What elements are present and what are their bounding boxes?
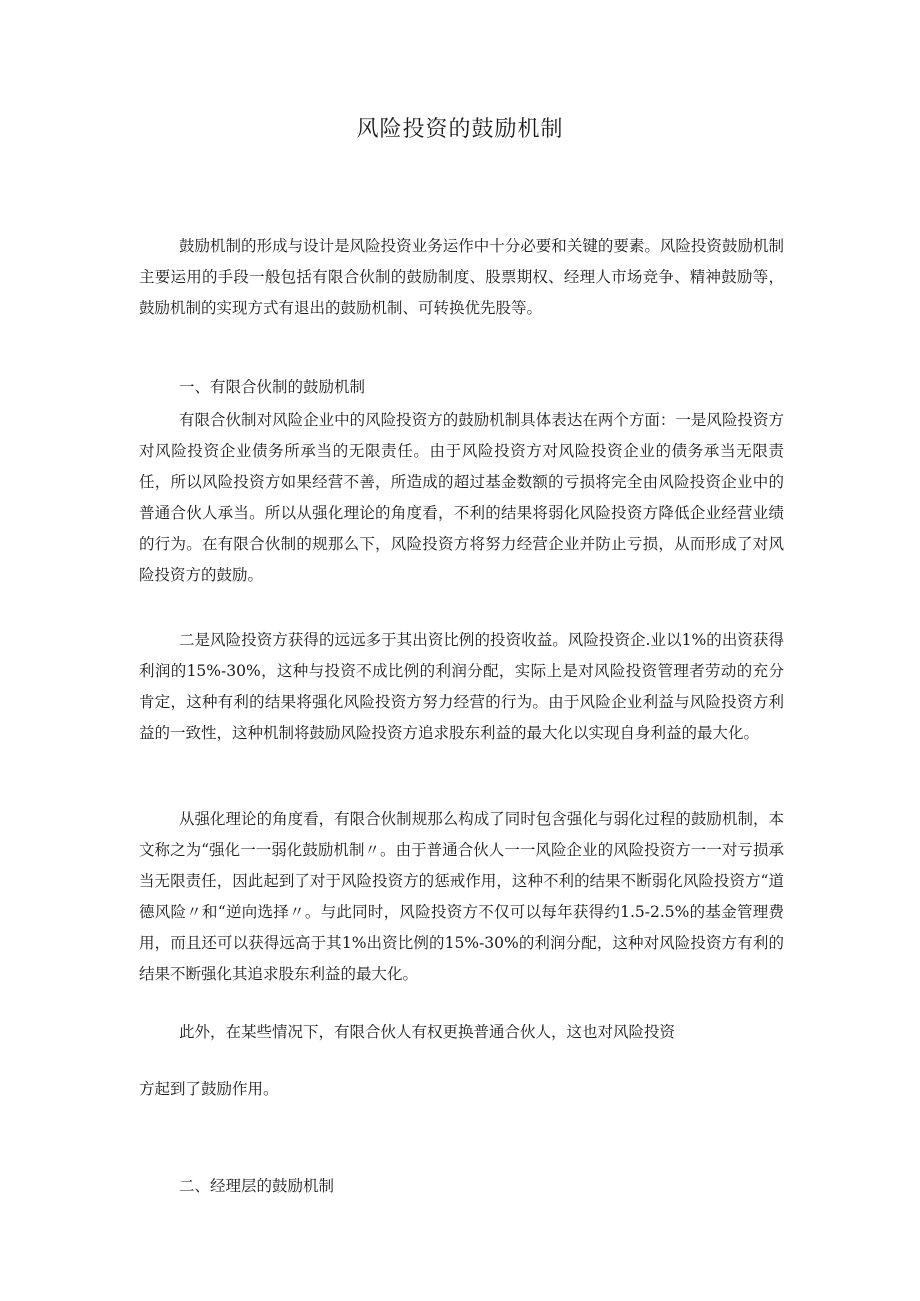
paragraph-partnership-liability: 有限合伙制对风险企业中的风险投资方的鼓励机制具体表达在两个方面：一是风险投资方对风险投资企业债务所承当的无限责任。由于风险投资方对风险投资企业的债务承当无限责任，所以风险投资方如果经营不善，所造成的超过基金数额的亏损将完全由风险投资企业中的普通合伙人承当。所以从强化理论的角度看，不利的结果将弱化风险投资方降低企业经营业绩的行为。在有限合伙制的规那么下，风险投资方将努力经营企业并防止亏损，从而形成了对风险投资方的鼓励。 <box>139 411 784 584</box>
paragraph-replace-partner-line2: 方起到了鼓励作用。 <box>139 1080 279 1098</box>
section-heading-management: 二、经理层的鼓励机制 <box>179 1177 335 1195</box>
paragraph-reinforcement-theory: 从强化理论的角度看，有限合伙制规那么构成了同时包含强化与弱化过程的鼓励机制，本文称之为“强化一一弱化鼓励机制〃。由于普通合伙人一一风险企业的风险投资方一一对亏损承当无限责任，因此起到了对于风险投资方的惩戒作用，这种不利的结果不断弱化风险投资方“道德风险〃和“逆向选择〃。与此同时，风险投资方不仅可以每年获得约1.5-2.5%的基金管理费用，而且还可以获得远高于其1%出资比例的15%-30%的利润分配，这种对风险投资方有利的结果不断强化其追求股东利益的最大化。 <box>139 810 784 983</box>
paragraph-investment-returns: 二是风险投资方获得的远远多于其出资比例的投资收益。风险投资企.业以1%的出资获得利润的15%-30%，这种与投资不成比例的利润分配，实际上是对风险投资管理者劳动的充分肯定，这种有利的结果将强化风险投资方努力经营的行为。由于风险企业利益与风险投资方利益的一致性，这种机制将鼓励风险投资方追求股东利益的最大化以实现自身利益的最大化。 <box>139 631 784 742</box>
section-heading-limited-partnership: 一、有限合伙制的鼓励机制 <box>179 378 366 396</box>
document-title: 风险投资的鼓励机制 <box>356 117 564 142</box>
paragraph-replace-partner-line1: 此外，在某些情况下，有限合伙人有权更换普通合伙人，这也对风险投资 <box>179 1023 676 1041</box>
intro-paragraph: 鼓励机制的形成与设计是风险投资业务运作中十分必要和关键的要素。风险投资鼓励机制主要运用的手段一般包括有限合伙制的鼓励制度、股票期权、经理人市场竞争、精神鼓励等，鼓励机制的实现方式有退出的鼓励机制、可转换优先股等。 <box>139 237 784 317</box>
